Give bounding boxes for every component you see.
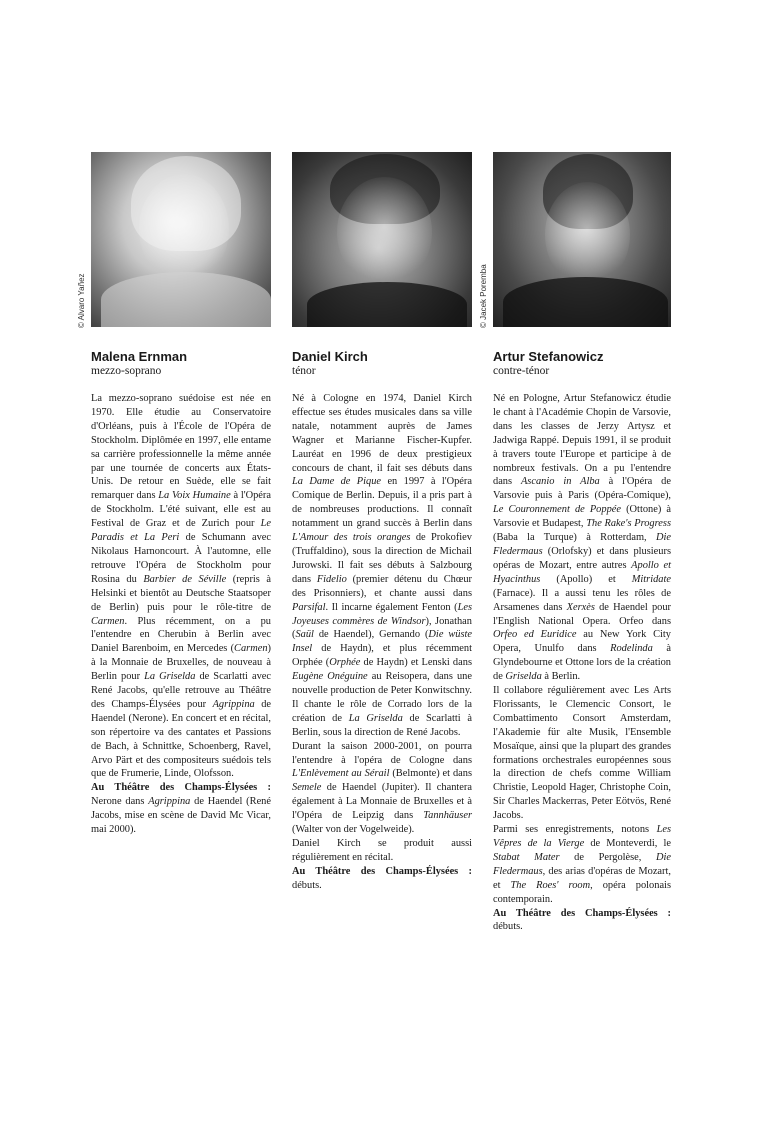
tce-note	[292, 865, 472, 893]
artist-bio	[91, 392, 271, 837]
artist-voice: contre-ténor	[493, 365, 550, 377]
artist-column-1	[77, 152, 271, 837]
artist-name: Daniel Kirch	[292, 349, 368, 364]
tce-label: Au Théâtre des Champs-Élysées :	[292, 865, 472, 877]
artist-photo	[91, 152, 271, 327]
artist-voice: ténor	[292, 365, 316, 377]
tce-label: Au Théâtre des Champs-Élysées :	[91, 782, 271, 794]
tce-text: débuts.	[292, 879, 322, 891]
artist-column-3	[479, 152, 672, 934]
photo-credit: © Jacek Poremba	[479, 264, 488, 328]
artist-bio	[292, 392, 472, 893]
artist-voice: mezzo-soprano	[91, 365, 162, 377]
artist-name: Malena Ernman	[91, 349, 188, 364]
bio-text: Né à Cologne en 1974, Daniel Kirch effectue ses études musicales dans sa ville natale, notamment auprès de James Wagner et Marianne Fischer-Kupfer. Lauréat en 1996 de deux prestigieux concours de chant, il fait ses débuts dans La Dame de Pique en 1997 à l'Opéra Comique de Berlin. Depuis, il a pris part à de nombreuses productions. Il connaît notamment un grand succès à Berlin dans L'Amour des trois oranges de Prokofiev (Truffaldino), sous la direction de Michail Jurowski. Il fait ses débuts à Salzbourg dans Fidelio (premier détenu du Chœur des Prisonniers), et chante aussi dans Parsifal. Il incarne également Fenton (Les Joyeuses commères de Windsor), Jonathan (Saül de Haendel), Gernando (Die wüste Insel de Haydn), et plus récemment Orphée (Orphée de Haydn) et Lenski dans Eugène Onéguine au Reisopera, dans une nouvelle production de Peter Konwitschny. Il chante le rôle de Corrado lors de la création de La Griselda de Scarlatti à Berlin, sous la direction de René Jacobs. Durant la saison 2000-2001, on pourra l'entendre à l'opéra de Cologne dans L'Enlèvement au Sérail (Belmonte) et dans Semele de Haendel (Jupiter). Il chantera également à La Monnaie de Bruxelles et à l'Opéra de Leipzig dans Tannhäuser (Walter von der Vogelweide). Daniel Kirch se produit aussi régulièrement en récital.	[292, 393, 472, 863]
bio-text: La mezzo-soprano suédoise est née en 1970. Elle étudie au Conservatoire d'Orléans, puis à l'École de l'Opéra de Stockholm. Diplômée en 1997, elle entame sa carrière professionnelle la même année par une tournée de concerts aux États-Unis. De retour en Suède, elle se fait remarquer dans La Voix Humaine à l'Opéra de Stockholm. L'été suivant, elle est au Festival de Graz et de Zurich pour Le Paradis et La Peri de Schumann avec Nikolaus Harnoncourt. À l'automne, elle retrouve l'Opéra de Stockholm pour Rosina du Barbier de Séville (repris à Helsinki et bientôt au Deutsche Staatsoper de Berlin) puis pour le rôle-titre de Carmen. Plus récemment, on a pu l'entendre en Cherubin à Berlin avec Daniel Barenboim, en Mercedes (Carmen) à la Monnaie de Bruxelles, de nouveau à Berlin pour La Griselda de Scarlatti avec René Jacobs, qu'elle retrouve au Théâtre des Champs-Élysées pour Agrippina de Haendel (Nerone). En concert et en récital, son répertoire va des cantates et Passions de Bach, à Schnittke, Schoenberg, Ravel, Arvo Pärt et des compositeurs suédois tels que de Frumerie, Linde, Olofsson.	[91, 393, 271, 780]
artist-photo	[292, 152, 472, 327]
tce-note	[91, 781, 271, 837]
bio-text: Né en Pologne, Artur Stefanowicz étudie le chant à l'Académie Chopin de Varsovie, dans les classes de Jerzy Artysz et Jadwiga Rappé. Depuis 1991, il se produit à travers toute l'Europe et participe à de nombreux festivals. On a pu l'entendre dans Ascanio in Alba à l'Opéra de Varsovie puis à Paris (Opéra-Comique), Le Couronnement de Poppée (Ottone) à Varsovie et Budapest, The Rake's Progress (Baba la Turque) à Rotterdam, Die Fledermaus (Orlofsky) et dans plusieurs opéras de Mozart, entre autres Apollo et Hyacinthus (Apollo) et Mitridate (Farnace). Il a aussi tenu les rôles de Arsamenes dans Xerxès de Haendel pour l'English National Opera. Orfeo dans Orfeo ed Euridice au New York City Opera, Unulfo dans Rodelinda à Glyndebourne et Ottone lors de la création de Griselda à Berlin. Il collabore régulièrement avec Les Arts Florissants, le Clemencic Consort, le Combattimento Consort Amsterdam, l'Akademie für alte Musik, l'Ensemble Mosaïque, ainsi que la plupart des grandes formations orchestrales européennes sous la direction de chefs comme William Christie, Leopold Hager, Christophe Coin, Sir Charles Mackerras, Peter Eötvös, René Jacobs. Parmi ses enregistrements, notons Les Vêpres de la Vierge de Monteverdi, le Stabat Mater de Pergolèse, Die Fledermaus, des arias d'opéras de Mozart, et The Roes' room, opéra polonais contemporain.	[493, 393, 672, 905]
tce-text: Nerone dans Agrippina de Haendel (René Jacobs, mise en scène de David Mc Vicar, mai 2000).	[91, 796, 271, 836]
tce-note	[493, 907, 671, 935]
artist-bio	[493, 392, 671, 934]
artist-photo	[493, 152, 671, 327]
artist-name: Artur Stefanowicz	[493, 349, 604, 364]
artist-column-2	[292, 152, 472, 893]
tce-text: débuts.	[493, 921, 523, 933]
tce-label: Au Théâtre des Champs-Élysées :	[493, 907, 671, 919]
photo-credit: © Alvaro Yañez	[77, 273, 86, 328]
